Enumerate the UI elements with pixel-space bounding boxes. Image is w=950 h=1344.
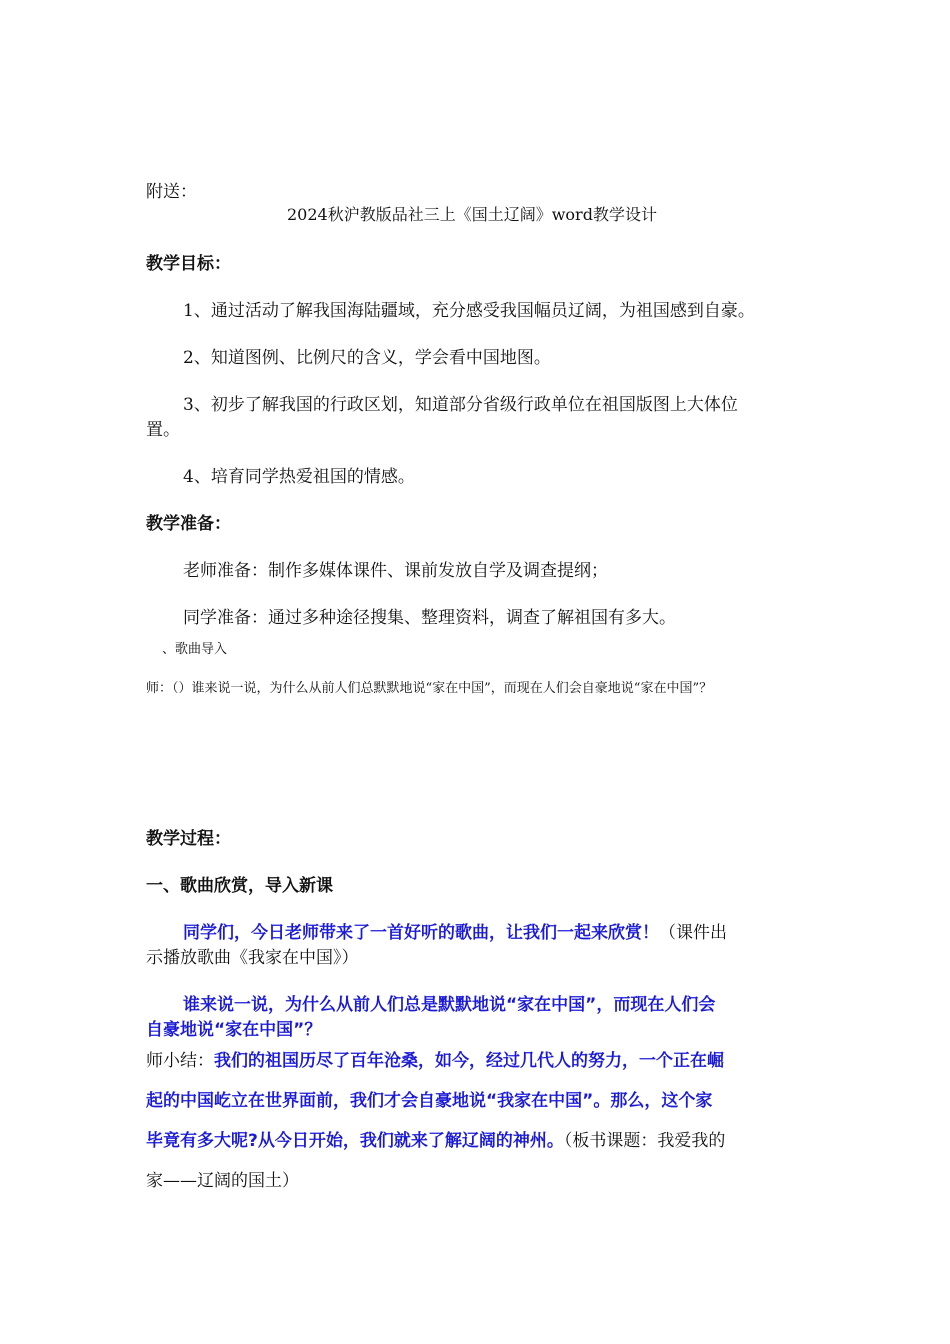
goal-item-3-cont: 置。 [146,420,180,440]
process-heading: 教学过程： [146,829,231,849]
question-line-1: 谁来说一说，为什么从前人们总是默默地说“家在中国”，而现在人们会 [183,995,716,1015]
teacher-prep: 老师准备：制作多媒体课件、课前发放自学及调查提纲； [183,561,608,581]
intro-courseware-note: （课件出 [659,923,727,943]
section-1-heading: 一、歌曲欣赏，导入新课 [146,876,333,896]
summary-text-3: 毕竟有多大呢?从今日开始，我们就来了解辽阔的神州。 [146,1131,564,1151]
summary-line-4: 家——辽阔的国土） [146,1171,299,1191]
teacher-question-note: 师：（）谁来说一说，为什么从前人们总默默地说“家在中国”，而现在人们会自豪地说“家在中国”？ [146,681,713,696]
summary-line-2: 起的中国屹立在世界面前，我们才会自豪地说“我家在中国”。那么，这个家 [146,1091,713,1111]
goal-item-4: 4、培育同学热爱祖国的情感。 [183,467,415,487]
attachment-label: 附送： [146,182,197,202]
intro-paragraph-line-2: 示播放歌曲《我家在中国》） [146,948,359,968]
song-intro-note: 、歌曲导入 [162,642,228,657]
board-title-note: （板书课题：我爱我的 [563,1131,726,1151]
goals-heading: 教学目标： [146,254,231,274]
summary-line-1 [146,1046,724,1071]
prep-heading: 教学准备： [146,514,231,534]
goal-item-1: 1、通过活动了解我国海陆疆域，充分感受我国幅员辽阔，为祖国感到自豪。 [183,301,755,321]
summary-line-3 [146,1126,725,1151]
summary-text-1: 我们的祖国历尽了百年沧桑，如今，经过几代人的努力，一个正在崛 [214,1051,724,1071]
summary-label: 师小结： [146,1051,214,1071]
student-prep: 同学准备：通过多种途径搜集、整理资料，调查了解祖国有多大。 [183,608,676,628]
document-title: 2024秋沪教版品社三上《国土辽阔》word教学设计 [287,205,657,224]
intro-paragraph-line-1 [183,918,727,943]
intro-greeting: 同学们，今日老师带来了一首好听的歌曲，让我们一起来欣赏！ [183,923,659,943]
goal-item-3: 3、初步了解我国的行政区划，知道部分省级行政单位在祖国版图上大体位 [183,395,738,415]
goal-item-2: 2、知道图例、比例尺的含义，学会看中国地图。 [183,348,551,368]
question-line-2: 自豪地说“家在中国”？ [146,1020,322,1040]
